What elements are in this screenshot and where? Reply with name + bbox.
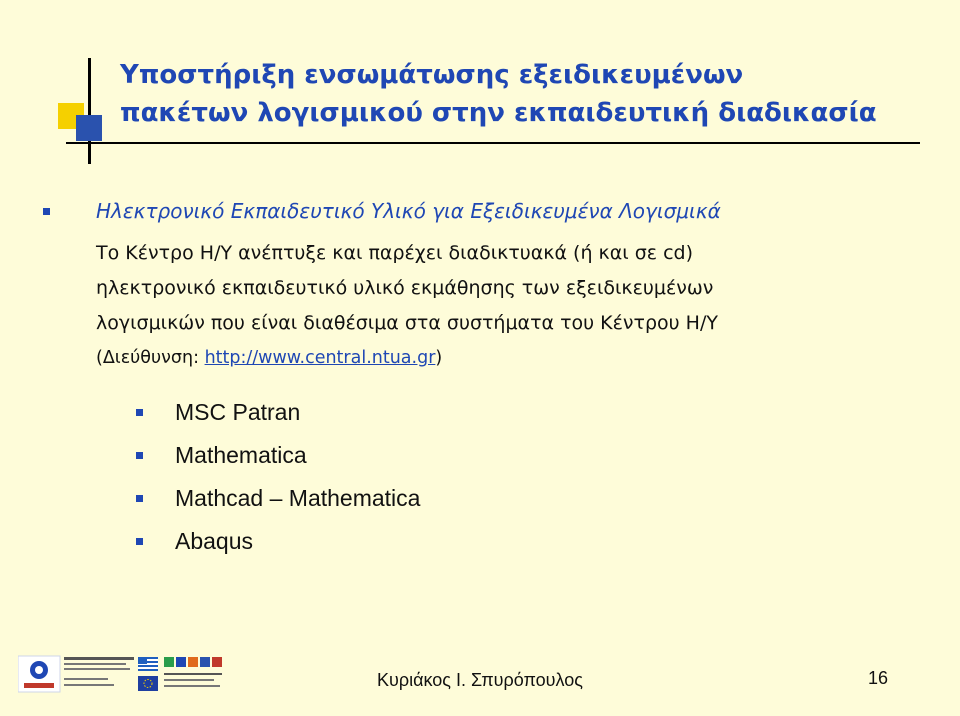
decor-vertical-line	[88, 58, 91, 164]
address-line	[96, 341, 896, 376]
bullet-square-icon	[136, 409, 143, 416]
title-line-2: πακέτων λογισμικού στην εκπαιδευτική διαδικασία	[120, 98, 877, 128]
address-prefix: (Διεύθυνση:	[96, 348, 205, 368]
list-item-label: Abaqus	[175, 528, 254, 554]
title-underline	[66, 142, 920, 144]
list-item	[136, 391, 420, 434]
paragraph-line-1: Το Κέντρο Η/Υ ανέπτυξε και παρέχει διαδικτυακά (ή και σε cd)	[96, 242, 693, 264]
paragraph-line-3: λογισμικών που είναι διαθέσιμα στα συστήματα του Κέντρου Η/Υ	[96, 312, 718, 334]
section-heading: Ηλεκτρονικό Εκπαιδευτικό Υλικό για Εξειδικευμένα Λογισμικά	[96, 199, 721, 223]
list-item	[136, 520, 420, 563]
decor-blue-square	[76, 115, 102, 141]
greek-flag-icon	[138, 657, 158, 671]
bullet-square-icon	[136, 495, 143, 502]
bullet-square-icon	[43, 208, 50, 215]
education-logo-icon	[164, 657, 222, 687]
list-item-label: Mathematica	[175, 442, 307, 468]
list-item	[136, 477, 420, 520]
address-link[interactable]: http://www.central.ntua.gr	[204, 348, 436, 368]
list-item-label: MSC Patran	[175, 399, 301, 425]
ministry-text-block	[64, 657, 134, 686]
sponsor-logos	[18, 654, 228, 694]
list-item	[136, 434, 420, 477]
description-paragraph	[96, 236, 896, 376]
software-list	[136, 391, 420, 563]
bullet-square-icon	[136, 452, 143, 459]
list-item-label: Mathcad – Mathematica	[175, 485, 421, 511]
paragraph-line-2: ηλεκτρονικό εκπαιδευτικό υλικό εκμάθησης των εξειδικευμένων	[96, 277, 714, 299]
eu-flag-icon	[138, 676, 158, 691]
address-suffix: )	[435, 348, 443, 368]
title-line-1: Υποστήριξη ενσωμάτωσης εξειδικευμένων	[120, 60, 744, 90]
sponsor-logos-image	[18, 654, 228, 694]
ministry-emblem-icon	[18, 656, 60, 692]
bullet-square-icon	[136, 538, 143, 545]
footer-author: Κυριάκος Ι. Σπυρόπουλος	[377, 670, 583, 690]
slide-title	[120, 56, 940, 132]
page-number: 16	[868, 668, 889, 688]
